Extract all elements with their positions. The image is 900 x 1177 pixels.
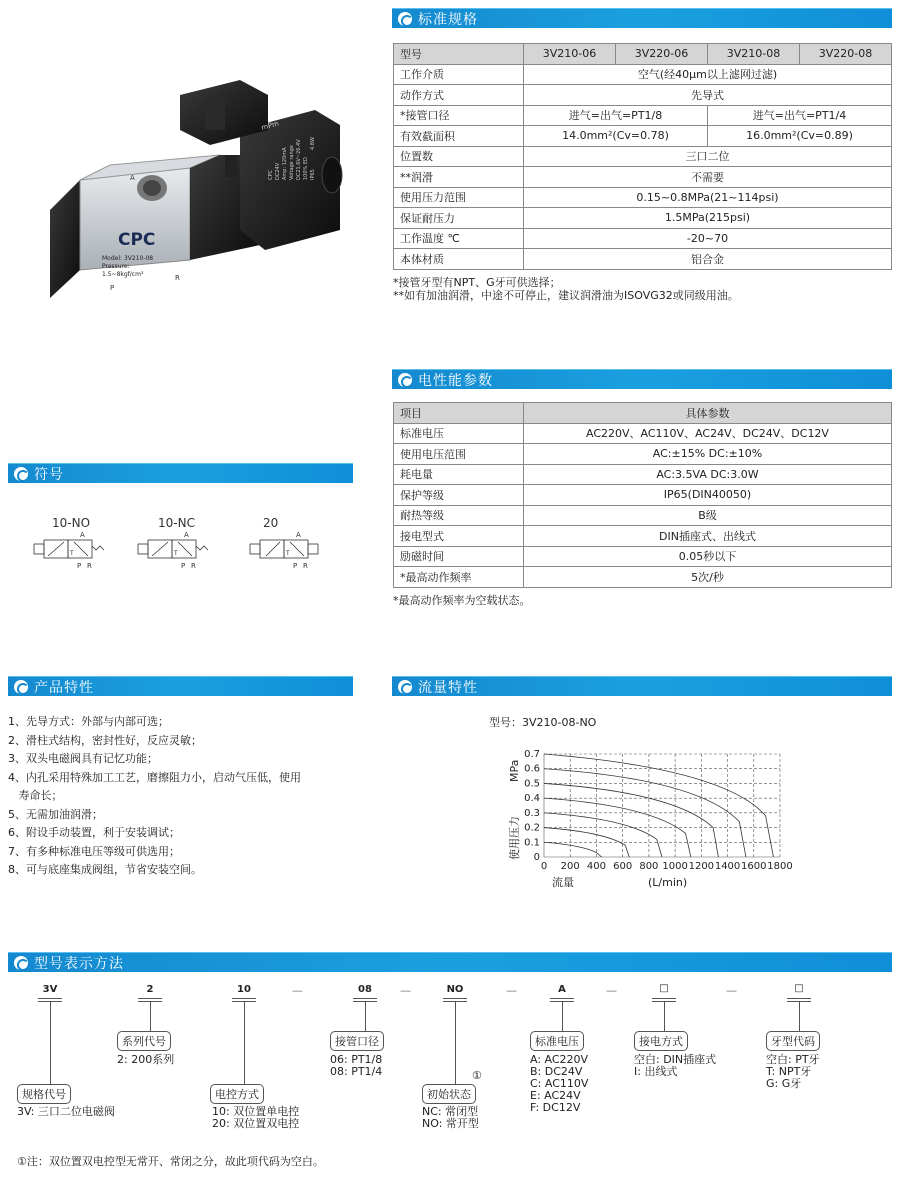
table-row [394,167,892,188]
note-line: **如有加油润滑，中途不可停止，建议润滑油为ISOVG32或同级用油。 [393,289,739,302]
section-icon [398,373,412,387]
table-cell: 接电型式 [394,526,524,547]
y-tick-label: 0 [533,852,540,863]
table-row [394,44,892,65]
y-axis-unit: MPa [508,759,521,782]
coil-line: IP65 [310,169,316,180]
symbol-label-10nc: 10-NC [158,516,195,530]
y-axis-label: 使用压力 [508,816,521,860]
section-icon [14,467,28,481]
table-cell: 3V210-06 [524,44,616,65]
symbol-port-t: T [174,550,178,557]
code-underline [138,998,162,999]
table-row [394,403,892,424]
connector-line [664,1001,665,1032]
y-tick-label: 0.1 [524,837,540,849]
product-model: Model: 3V210-08 [102,255,154,262]
table-row [394,64,892,85]
symbol-port-p: P [293,562,298,570]
product-brand: CPC [118,230,156,250]
code-underline [787,998,811,999]
table-cell: 具体参数 [524,403,892,424]
table-row [394,505,892,526]
feature-list [8,713,301,880]
table-cell: **润滑 [394,167,524,188]
table-cell: 型号 [394,44,524,65]
table-cell: 1.5MPa(215psi) [524,208,892,229]
label-wiring: 接电方式 [634,1031,688,1051]
table-cell: 三口二位 [524,146,892,167]
coil-line: DC21.6V~26.4V [296,139,302,180]
coil-line: Amp: 120mA [282,147,288,180]
section-title: 电性能参数 [418,372,493,389]
symbol-port-r: R [191,562,196,570]
x-tick-label: 600 [613,861,633,872]
table-cell: 本体材质 [394,249,524,270]
section-header-symbol [8,463,353,483]
table-cell: *最高动作频率 [394,567,524,588]
code-thread: □ [794,983,804,994]
symbol-port-p: P [77,562,82,570]
valve-product-image [40,70,370,320]
connector-line [150,1001,151,1032]
table-cell: 16.0mm²(Cv=0.89) [708,126,892,147]
table-cell: 耐热等级 [394,505,524,526]
x-tick-label: 1000 [662,861,688,872]
code-dash: — [400,984,411,997]
y-tick-label: 0.6 [524,763,540,775]
label-initial-state: 初始状态 [422,1084,476,1104]
table-row [394,567,892,588]
flow-curve [544,842,602,857]
table-row [394,208,892,229]
list-item: 4、内孔采用特殊加工工艺，磨擦阻力小，启动气压低，使用 [8,770,301,784]
electric-note: *最高动作频率为空载状态。 [393,594,531,607]
code-initial: NO [446,984,464,995]
section-icon [398,12,412,26]
coil-line: 100% ED [303,157,309,180]
x-tick-label: 1800 [767,861,793,872]
table-cell: AC:±15% DC:±10% [524,444,892,465]
code-dash: — [606,984,617,997]
symbol-port-a: A [296,531,301,539]
list-item: 7、有多种标准电压等级可供选用； [8,844,180,858]
section-title: 型号表示方法 [34,955,124,972]
section-header-features [8,676,353,696]
table-row [394,464,892,485]
table-cell: DIN插座式、出线式 [524,526,892,547]
symbol-port-p: P [181,562,186,570]
table-cell: 耗电量 [394,464,524,485]
x-tick-label: 1600 [741,861,767,872]
y-tick-label: 0.4 [524,793,540,805]
list-item: 8、可与底座集成阀组，节省安装空间。 [8,863,202,876]
options-thread: 空白: PT牙 T: NPT牙 G: G牙 [766,1053,820,1090]
code-underline [652,998,676,999]
table-cell: 3V210-08 [708,44,800,65]
table-cell: 0.15~0.8MPa(21~114psi) [524,187,892,208]
coil-brand: mPm [260,119,280,132]
section-header-spec [392,8,892,28]
product-pressure: Pressure: [102,263,130,270]
list-item: 1、先导方式：外部与内部可选； [8,715,169,728]
section-title: 流量特性 [418,679,478,696]
code-dash: — [726,984,737,997]
coil-line: CPC [268,170,274,180]
spec-notes [393,276,739,302]
table-row [394,105,892,126]
table-cell: -20~70 [524,228,892,249]
y-tick-label: 0.3 [524,807,540,819]
code-spec: 3V [42,984,58,995]
table-cell: 进气=出气=PT1/4 [708,105,892,126]
label-voltage: 标准电压 [530,1031,584,1051]
x-tick-label: 200 [560,861,580,872]
footnote-mark: ① [472,1069,482,1082]
coil-line: DC24V [275,162,281,180]
table-cell: 3V220-08 [800,44,892,65]
label-port-size: 接管口径 [330,1031,384,1051]
table-row [394,444,892,465]
table-row [394,228,892,249]
table-cell: 3V220-06 [616,44,708,65]
product-port-r: R [175,274,180,282]
symbol-port-r: R [87,562,92,570]
list-item: 2、滑柱式结构，密封性好，反应灵敏； [8,733,202,747]
x-tick-label: 0 [540,861,548,872]
symbol-label-20: 20 [263,516,279,530]
code-series: 2 [146,984,154,995]
symbol-port-a: A [184,531,189,539]
table-row [394,187,892,208]
code-underline [443,998,467,999]
table-cell: 14.0mm²(Cv=0.78) [524,126,708,147]
note-line: *接管牙型有NPT、G牙可供选择； [393,276,561,289]
table-cell: 使用压力范围 [394,187,524,208]
table-cell: 标准电压 [394,423,524,444]
table-cell: 工作介质 [394,64,524,85]
options-spec-code: 3V: 三口二位电磁阀 [17,1105,115,1118]
options-initial-state: NC: 常闭型 NO: 常开型 [422,1105,479,1130]
table-row [394,85,892,106]
options-wiring: 空白: DIN插座式 I: 出线式 [634,1053,717,1078]
code-underline [353,998,377,999]
table-cell: 5次/秒 [524,567,892,588]
valve-symbols [30,530,350,575]
table-row [394,423,892,444]
flow-model-label: 型号：3V210-08-NO [489,716,597,729]
y-tick-label: 0.5 [524,778,540,790]
table-cell: B级 [524,505,892,526]
code-control: 10 [237,984,251,995]
flow-curve [544,754,773,857]
product-port-a: A [130,174,135,182]
table-cell: AC:3.5VA DC:3.0W [524,464,892,485]
table-cell: 工作温度 ℃ [394,228,524,249]
x-axis-unit: (L/min) [648,876,688,889]
product-port-p: P [110,284,115,292]
connector-line [244,1001,245,1084]
code-underline [38,998,62,999]
x-tick-label: 1400 [714,861,741,872]
table-cell: IP65(DIN40050) [524,485,892,506]
code-dash: — [292,984,303,997]
options-port-size: 06: PT1/8 08: PT1/4 [330,1053,383,1078]
table-row [394,126,892,147]
code-underline [232,998,256,999]
connector-line [365,1001,366,1032]
code-underline [550,998,574,999]
table-cell: 保证耐压力 [394,208,524,229]
x-tick-label: 1200 [688,861,715,872]
symbol-port-t: T [286,550,290,557]
label-thread: 牙型代码 [766,1031,820,1051]
table-row [394,249,892,270]
section-title: 符号 [34,466,64,483]
table-cell: 先导式 [524,85,892,106]
table-cell: 位置数 [394,146,524,167]
code-dash: — [506,984,517,997]
code-voltage: A [558,984,566,995]
connector-line [455,1001,456,1084]
symbol-port-r: R [303,562,308,570]
section-title: 标准规格 [418,11,478,28]
x-axis-label: 流量 [552,876,574,889]
list-item: 6、附设手动装置，利于安装调试； [8,826,180,839]
model-code-footnote: ①注：双位置双电控型无常开、常闭之分，故此项代码为空白。 [17,1155,324,1168]
symbol-label-10no: 10-NO [52,516,91,530]
table-cell: 0.05秒以下 [524,546,892,567]
spec-table [393,43,892,270]
symbol-port-a: A [80,531,85,539]
connector-line [562,1001,563,1032]
code-port: 08 [358,984,372,995]
section-icon [14,680,28,694]
section-title: 产品特性 [34,679,94,696]
table-cell: 保护等级 [394,485,524,506]
coil-power: 4.8W [310,137,316,150]
table-cell: 进气=出气=PT1/8 [524,105,708,126]
table-cell: 不需要 [524,167,892,188]
x-tick-label: 400 [586,861,606,872]
product-pressure-value: 1.5~8kgf/cm² [102,271,144,278]
table-row [394,146,892,167]
section-header-flow [392,676,892,696]
label-series-code: 系列代号 [117,1031,171,1051]
flow-curve [544,813,662,857]
table-row [394,546,892,567]
table-cell: *接管口径 [394,105,524,126]
section-icon [398,680,412,694]
list-item: 5、无需加油润滑； [8,807,103,821]
table-cell: AC220V、AC110V、AC24V、DC24V、DC12V [524,423,892,444]
table-cell: 铝合金 [524,249,892,270]
section-icon [14,956,28,970]
label-spec-code: 规格代号 [17,1084,71,1104]
connector-line [50,1001,51,1084]
y-tick-label: 0.2 [524,822,540,834]
table-row [394,485,892,506]
table-cell: 空气(经40μm以上滤网过滤) [524,64,892,85]
coil-line: Voltage range [289,145,295,180]
symbol-port-t: T [70,550,74,557]
label-control-mode: 电控方式 [210,1084,264,1104]
options-voltage: A: AC220V B: DC24V C: AC110V E: AC24V F: DC12V [530,1053,589,1114]
x-tick-label: 800 [639,861,659,872]
section-header-electric [392,369,892,389]
options-series-code: 2: 200系列 [117,1053,175,1066]
list-item: 3、双头电磁阀具有记忆功能； [8,752,158,765]
table-cell: 励磁时间 [394,546,524,567]
options-control-mode: 10: 双位置单电控 20: 双位置双电控 [212,1105,300,1130]
table-cell: 动作方式 [394,85,524,106]
table-cell: 有效截面积 [394,126,524,147]
table-row [394,526,892,547]
section-header-model-code [8,952,892,972]
flow-chart [500,740,820,895]
table-cell: 项目 [394,403,524,424]
code-wiring: □ [659,983,669,994]
y-tick-label: 0.7 [524,749,540,760]
table-cell: 使用电压范围 [394,444,524,465]
electric-table [393,402,892,588]
connector-line [799,1001,800,1032]
list-item: 寿命长； [8,789,63,802]
